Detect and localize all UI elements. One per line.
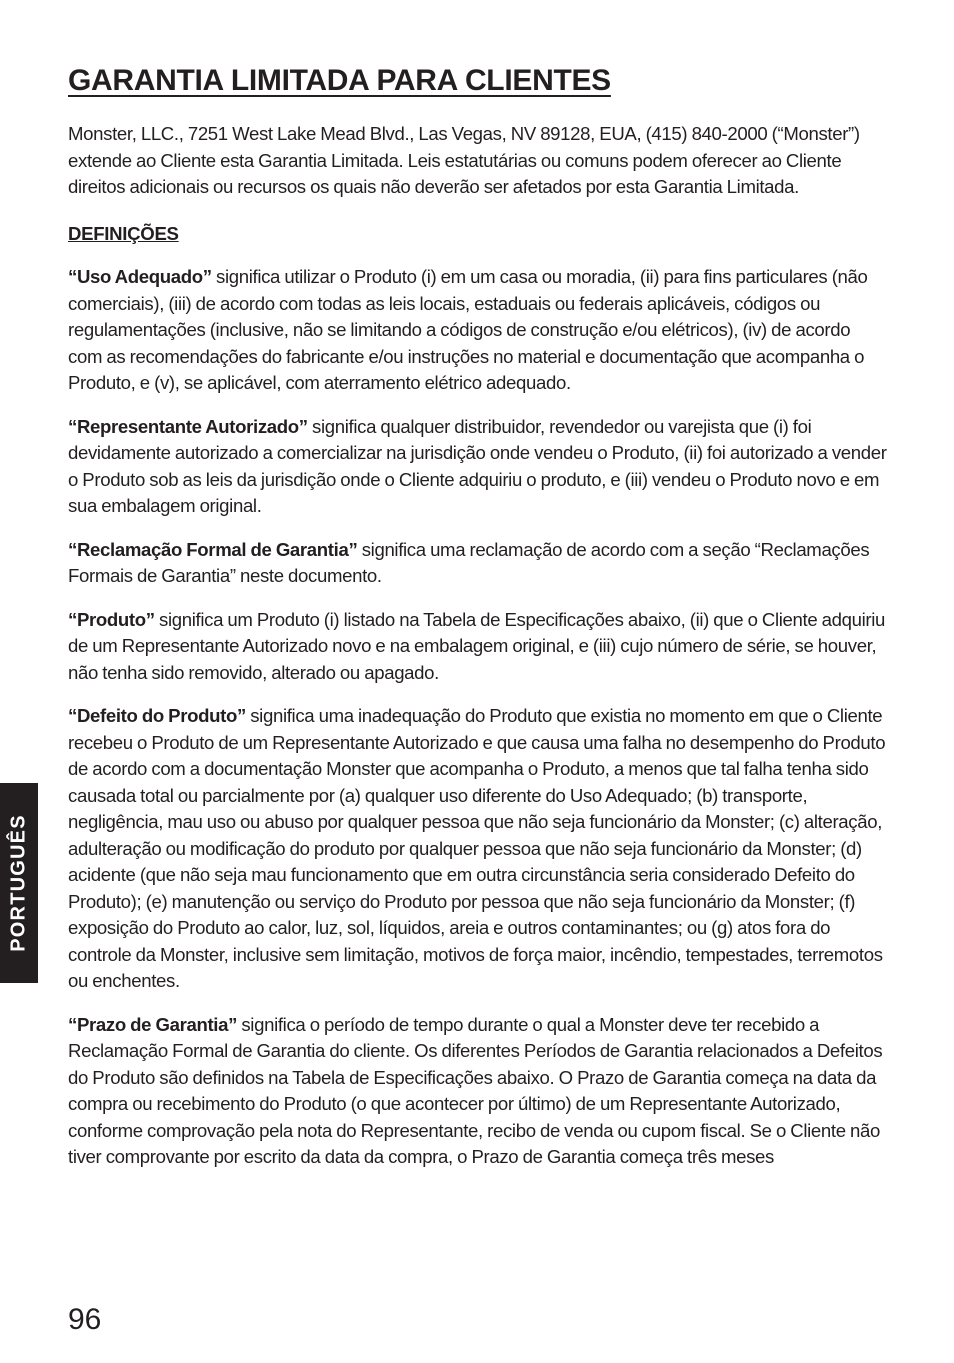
definition-reclamacao-formal — [68, 537, 888, 590]
definition-text: significa um Produto (i) listado na Tabela de Especificações abaixo, (ii) que o Cliente adquiriu de um Representante Autorizado novo e na embalagem original, e (iii) cujo número de série, se houver, não tenha sido removido, alterado ou apagado. — [68, 608, 885, 683]
definition-term: “Uso Adequado” — [68, 266, 212, 287]
definition-uso-adequado — [68, 264, 888, 397]
definition-produto — [68, 607, 888, 687]
section-heading-definitions: DEFINIÇÕES — [68, 222, 179, 244]
definition-term: “Prazo de Garantia” — [68, 1013, 238, 1035]
definition-term: “Representante Autorizado” — [68, 415, 308, 437]
document-body — [68, 121, 888, 1188]
page-title: GARANTIA LIMITADA PARA CLIENTES — [68, 64, 611, 97]
definition-defeito-do-produto — [68, 703, 888, 995]
intro-paragraph: Monster, LLC., 7251 West Lake Mead Blvd., Las Vegas, NV 89128, EUA, (415) 840-2000 (“Monster”) extende ao Cliente esta Garantia Limitada. Leis estatutárias ou comuns podem oferecer ao Cliente direitos adicionais ou recursos os quais não deverão ser afetados por esta Garantia Limitada. — [68, 123, 860, 197]
definition-text: significa qualquer distribuidor, revendedor ou varejista que (i) foi devidamente autorizado a comercializar na jurisdição onde vendeu o Produto, (ii) foi autorizado a vender o Produto sob as leis da jurisdição onde o Cliente adquiriu o produto, e (iii) vendeu o Produto novo e em sua embalagem original. — [68, 415, 887, 516]
definition-term: “Produto” — [68, 608, 155, 630]
page-number: 96 — [68, 1303, 102, 1336]
language-side-tab — [0, 783, 38, 983]
definition-prazo-de-garantia — [68, 1012, 888, 1171]
definition-text: significa utilizar o Produto (i) em um casa ou moradia, (ii) para fins particulares (não comerciais), (iii) de acordo com todas as leis locais, estaduais ou federais aplicáveis, códigos ou regulamentações (inclusive, não se limitando a códigos de construção e/ou elétricos), (iv) de acordo com as recomendações do fabricante e/ou instruções no material e documentação que acompanha o Produto, e (v), se aplicável, com aterramento elétrico adequado. — [68, 266, 868, 393]
definition-term: “Reclamação Formal de Garantia” — [68, 538, 358, 560]
definition-representante-autorizado — [68, 414, 888, 520]
definition-text: significa o período de tempo durante o qual a Monster deve ter recebido a Reclamação Formal de Garantia do cliente. Os diferentes Períodos de Garantia relacionados a Defeitos do Produto são definidos na Tabela de Especificações abaixo. O Prazo de Garantia começa na data da compra ou recebimento do Produto (o que acontecer por último) de um Representante Autorizado, conforme comprovação pela nota do Representante, recibo de venda ou cupom fiscal. Se o Cliente não tiver comprovante por escrito da data da compra, o Prazo de Garantia começa três meses — [68, 1013, 883, 1167]
definition-text: significa uma reclamação de acordo com a seção “Reclamações Formais de Garantia” neste documento. — [68, 538, 870, 586]
definition-term: “Defeito do Produto” — [68, 705, 246, 726]
definition-text: significa uma inadequação do Produto que existia no momento em que o Cliente recebeu o Produto de um Representante Autorizado e que causa uma falha no desempenho do Produto de acordo com a documentação Monster que acompanha o Produto, a menos que tal falha tenha sido causada total ou parcialmente por (a) qualquer uso diferente do Uso Adequado; (b) transporte, negligência, mau uso ou abuso por qualquer pessoa que não seja funcionário da Monster; (c) alteração, adulteração ou modificação do produto por qualquer pessoa que não seja funcionário da Monster; (d) acidente (que não seja mau funcionamento que em outra circunstância seria considerado Defeito do Produto); (e) manutenção ou serviço do Produto por pessoa que não seja funcionário da Monster; (f) exposição do Produto ao calor, luz, sol, líquidos, areia e outros contaminantes; ou (g) atos fora do controle da Monster, inclusive sem limitação, motivos de força maior, incêndio, tempestades, terremotos ou enchentes. — [68, 705, 886, 991]
side-tab-label: PORTUGUÊS — [7, 814, 30, 952]
